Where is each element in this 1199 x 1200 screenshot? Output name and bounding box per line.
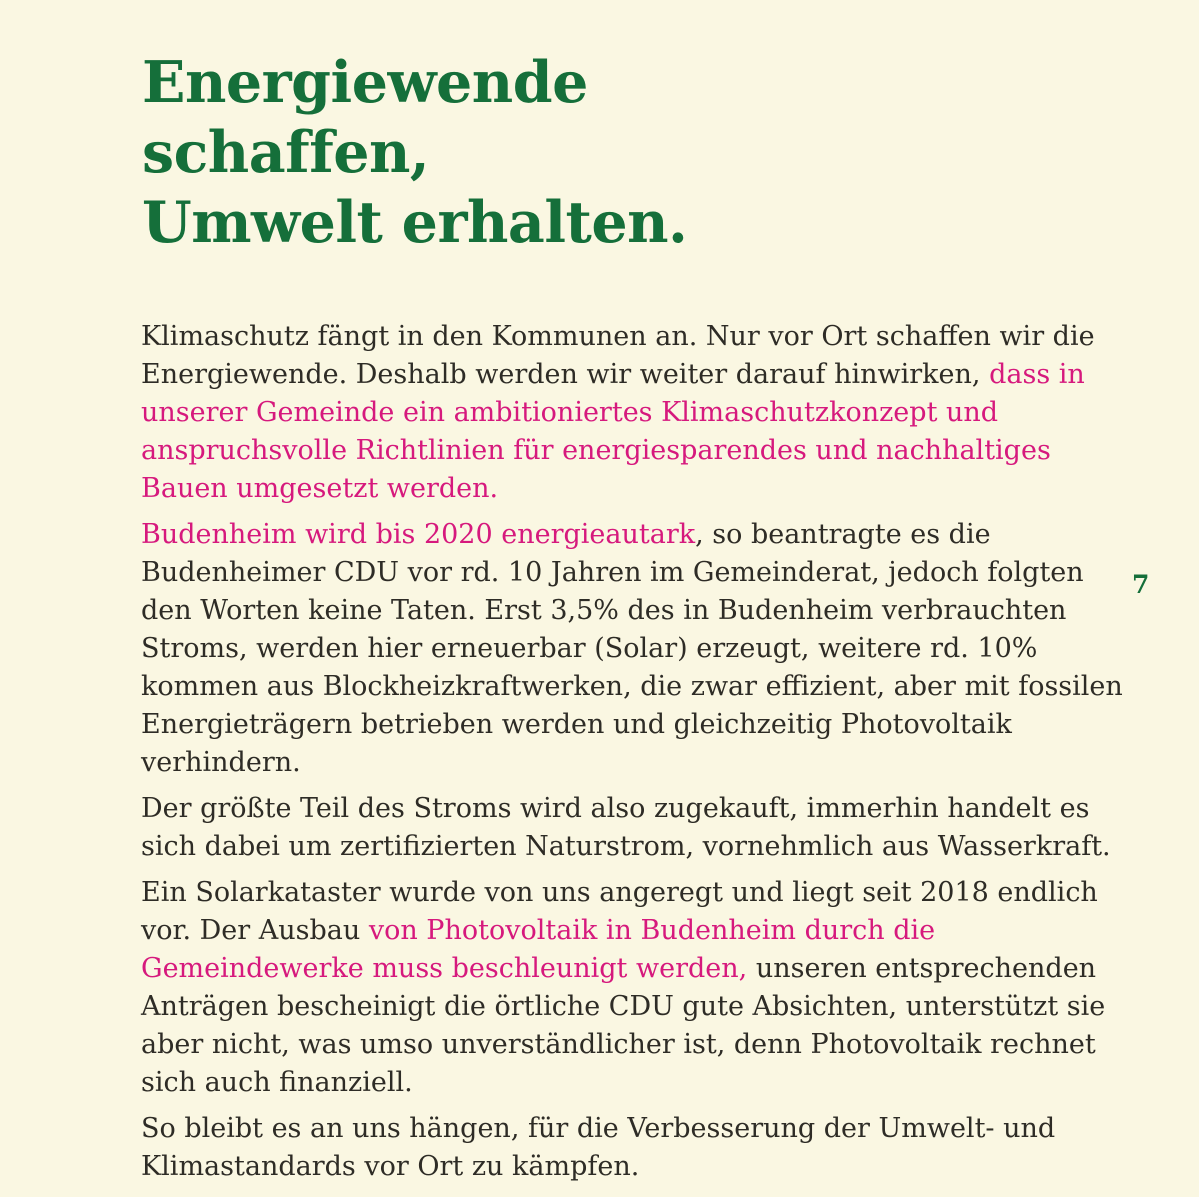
text-segment: unseren entsprechenden Anträgen bescheinigt die örtliche CDU gute Absichten, unterstützt sie aber nicht, was umso unverständlicher ist, denn Photovoltaik rechnet sich auch finanziell. — [141, 953, 1106, 1098]
accent-text-segment: Budenheim wird bis 2020 energieautark — [141, 519, 696, 550]
paragraph-klimaschutz — [141, 318, 1133, 508]
text-segment: So bleibt es an uns hängen, für die Verbesserung der Umwelt- und Klimastandards vor Ort zu kämpfen. — [141, 1113, 1056, 1182]
page-title — [142, 48, 687, 258]
accent-text-segment: dass in unserer Gemeinde ein ambitioniertes Klimaschutzkonzept und anspruchsvolle Richtlinien für energiesparendes und nachhaltiges Bauen umgesetzt werden. — [141, 359, 1085, 504]
accent-text-segment: von Photovoltaik in Budenheim durch die Gemeindewerke muss beschleunigt werden, — [141, 915, 936, 984]
paragraph-energieautark — [141, 516, 1133, 782]
page-title-line: Energiewende — [142, 49, 588, 116]
page-number: 7 — [1132, 570, 1150, 599]
text-segment: Der größte Teil des Stroms wird also zugekauft, immerhin handelt es sich dabei um zertifizierten Naturstrom, vornehmlich aus Wasserkraft. — [141, 793, 1111, 862]
paragraph-solarkataster — [141, 874, 1133, 1102]
text-segment: Klimaschutz fängt in den Kommunen an. Nur vor Ort schaffen wir die Energiewende. Deshalb werden wir weiter darauf hinwirken, — [141, 321, 1095, 390]
page-title-line: schaffen, — [142, 119, 430, 186]
paragraph-schluss — [141, 1110, 1133, 1186]
paragraph-naturstrom — [141, 790, 1133, 866]
text-segment: Ein Solarkataster wurde von uns angeregt und liegt seit 2018 endlich vor. Der Ausbau — [141, 877, 1098, 946]
text-segment: , so beantragte es die Budenheimer CDU vor rd. 10 Jahren im Gemeinderat, jedoch folgten den Worten keine Taten. Erst 3,5% des in Budenheim verbrauchten Stroms, werden hier erneuerbar (Solar) erzeugt, weitere rd. 10% kommen aus Blockheizkraftwerken, die zwar effizient, aber mit fossilen Energieträgern betrieben werden und gleichzeitig Photovoltaik verhindern. — [141, 519, 1123, 778]
page-title-line: Umwelt erhalten. — [142, 189, 688, 256]
body-text — [141, 318, 1133, 1194]
